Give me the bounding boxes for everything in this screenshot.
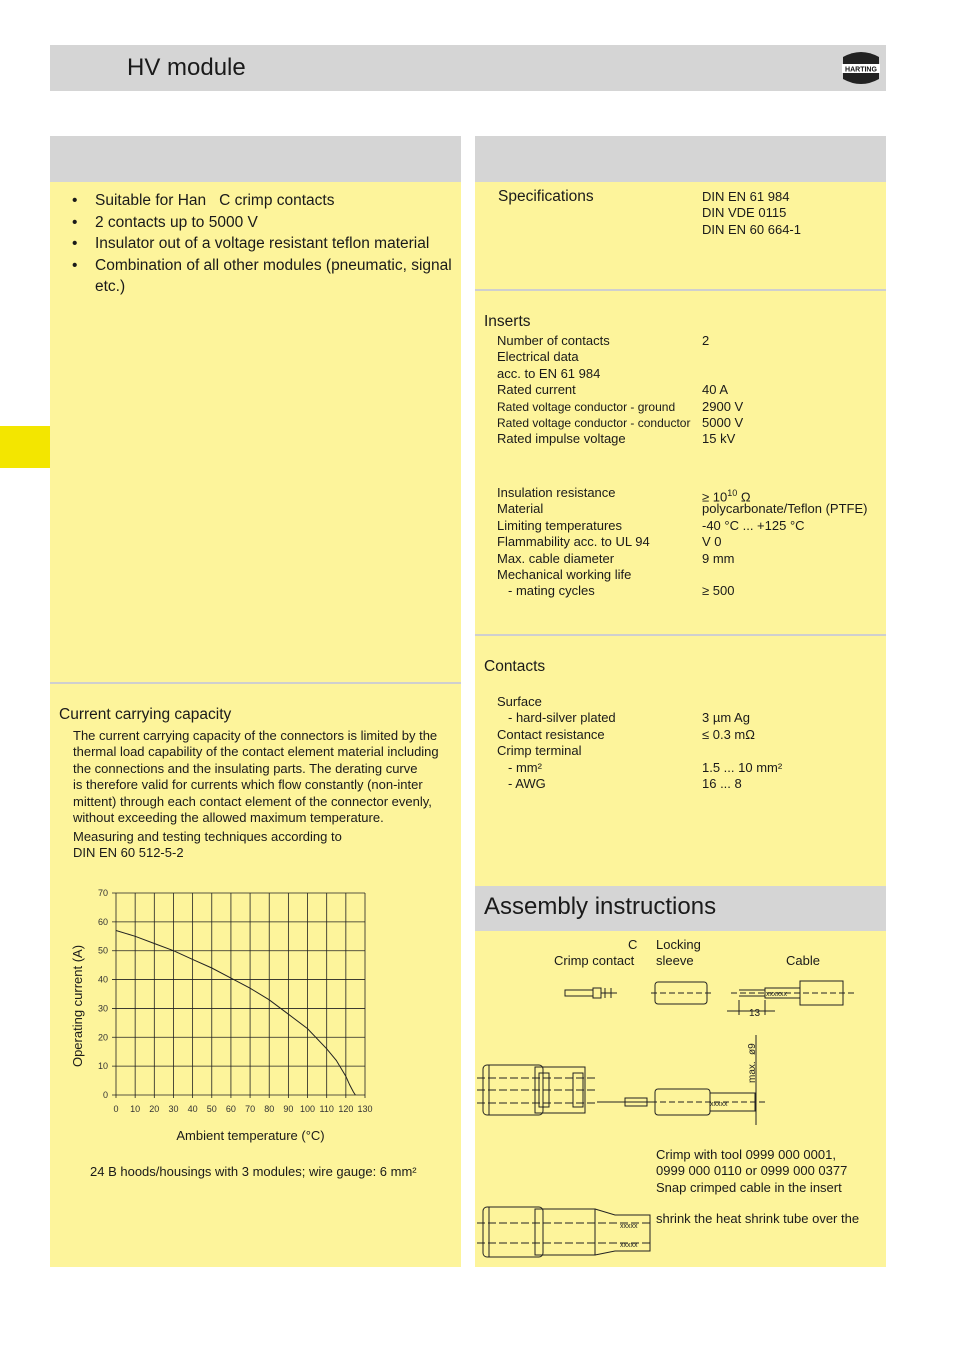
x-tick-label: 130 — [357, 1104, 373, 1114]
y-tick-label: 10 — [97, 1061, 108, 1072]
y-tick-label: 20 — [97, 1032, 108, 1043]
row-value: ≥ $10^{10}$ Ω — [702, 488, 751, 505]
crimp-contact-drawing — [565, 988, 617, 998]
x-tick-label: 70 — [245, 1104, 256, 1114]
row-value: 15 kV — [702, 431, 736, 447]
svg-text:xxxxx: xxxxx — [620, 1223, 638, 1230]
row-label: Surface — [497, 694, 542, 709]
row-label: Limiting temperatures — [497, 517, 622, 533]
derating-curve — [116, 931, 355, 1096]
label-locking: Locking — [656, 937, 701, 952]
row-label: Rated impulse voltage — [497, 431, 626, 447]
x-tick-label: 120 — [338, 1104, 354, 1114]
row-label: acc. to EN 61 984 — [497, 365, 601, 381]
specifications-label: Specifications — [498, 188, 594, 205]
row-value: 2 — [702, 333, 710, 348]
row-label: - mm² — [508, 759, 542, 775]
ccc-title: Current carrying capacity — [59, 706, 232, 723]
feature-item: • Combination of all other modules (pneumatic, signal etc.) — [72, 255, 452, 298]
x-tick-label: 30 — [168, 1104, 179, 1114]
y-tick-label: 40 — [97, 974, 108, 985]
row-value: 40 A — [702, 382, 729, 398]
row-label: Max. cable diameter — [497, 550, 615, 566]
row-value: 2900 V — [702, 398, 744, 414]
left-header-band — [50, 136, 461, 182]
right-header-band — [475, 136, 886, 182]
dimension-13: 13 — [749, 1008, 761, 1019]
assembly-text-crimp: Crimp with tool 0999 000 0001, 0999 000 0110 or 0999 000 0377 Snap crimped cable in the insert — [656, 1147, 848, 1195]
row-value: -40 °C ... +125 °C — [702, 517, 805, 533]
dimension-dia: ø9 — [747, 1043, 758, 1055]
page-title: HV module — [127, 54, 246, 81]
svg-text:xxxxx: xxxxx — [710, 1101, 728, 1108]
y-tick-label: 60 — [97, 916, 108, 927]
row-label: Rated voltage conductor - ground — [497, 399, 676, 414]
svg-text:xxxxxx: xxxxxx — [766, 991, 787, 998]
svg-text:xxxxx: xxxxx — [620, 1242, 638, 1249]
ccc-paragraph: The current carrying capacity of the connectors is limited by the thermal load capability of the contact element material including the connections and the insulating parts. The derating curve is therefore valid for currents which flow constantly (non-inter mittent) through each contact element of the connector evenly, without exceeding the allowed maximum temperature. — [73, 728, 439, 826]
row-value: 3 µm Ag — [702, 710, 750, 726]
feature-item: • 2 contacts up to 5000 V — [72, 212, 452, 234]
row-label: Mechanical working life — [497, 567, 632, 582]
row-label: - hard-silver plated — [508, 710, 616, 726]
x-axis-label: Ambient temperature (°C) — [176, 1128, 325, 1143]
x-tick-label: 90 — [283, 1104, 294, 1114]
row-value: ≤ 0.3 mΩ — [702, 726, 755, 742]
row-value: ≥ 500 — [702, 583, 735, 599]
x-tick-label: 60 — [225, 1104, 236, 1114]
label-cable: Cable — [786, 953, 820, 968]
row-value: 5000 V — [702, 415, 744, 430]
row-value: V 0 — [702, 534, 722, 550]
row-label: - mating cycles — [508, 583, 595, 599]
row-label: Insulation resistance — [497, 485, 616, 500]
row-value: 1.5 ... 10 mm² — [702, 759, 783, 775]
feature-item: • Insulator out of a voltage resistant teflon material — [72, 233, 452, 255]
row-label: Number of contacts — [497, 333, 610, 348]
x-tick-label: 0 — [113, 1104, 119, 1114]
insert-assembled-drawing — [477, 1207, 650, 1257]
dimension-max: max. — [747, 1061, 758, 1083]
row-label: Rated current — [497, 382, 576, 398]
harting-logo — [840, 49, 882, 87]
row-label: Contact resistance — [497, 726, 605, 742]
row-label: Rated voltage conductor - conductor — [497, 416, 691, 430]
row-label: Flammability acc. to UL 94 — [497, 534, 650, 550]
row-value: 9 mm — [702, 550, 735, 566]
row-value: 16 ... 8 — [702, 776, 742, 791]
crimped-cable-drawing — [597, 1035, 765, 1125]
insert-drawing — [477, 1065, 595, 1115]
chart-caption: 24 B hoods/housings with 3 modules; wire gauge: 6 mm² — [90, 1164, 417, 1179]
y-tick-label: 30 — [97, 1003, 108, 1014]
assembly-text-shrink: shrink the heat shrink tube over the — [656, 1211, 860, 1226]
label-sleeve: sleeve — [656, 953, 694, 968]
row-label: Electrical data — [497, 349, 579, 365]
x-tick-label: 10 — [130, 1104, 141, 1114]
row-label: Material — [497, 501, 544, 517]
x-tick-label: 110 — [319, 1104, 334, 1114]
y-axis-label: Operating current (A) — [70, 944, 85, 1068]
y-tick-label: 70 — [97, 888, 108, 898]
cable-drawing — [727, 981, 855, 1015]
locking-sleeve-drawing — [651, 982, 711, 1004]
label-crimp-contact: Crimp contact — [554, 953, 635, 968]
x-tick-label: 100 — [300, 1104, 316, 1114]
x-tick-label: 50 — [206, 1104, 217, 1114]
x-tick-label: 20 — [149, 1104, 160, 1114]
label-c: C — [628, 937, 638, 952]
row-value: polycarbonate/Teflon (PTFE) — [702, 501, 868, 517]
specifications-values: DIN EN 61 984 DIN VDE 0115 DIN EN 60 664-1 — [702, 189, 801, 237]
feature-item: • Suitable for Han C crimp contacts — [72, 190, 452, 212]
row-label: - AWG — [508, 776, 546, 791]
y-tick-label: 0 — [102, 1090, 108, 1100]
logo-text: HARTING — [845, 66, 877, 74]
section-tab-marker — [0, 426, 50, 468]
assembly-title: Assembly instructions — [484, 893, 717, 920]
ccc-measuring: Measuring and testing techniques according to DIN EN 60 512-5-2 — [73, 829, 342, 861]
feature-list — [72, 190, 452, 298]
derating-chart — [60, 880, 400, 1155]
y-tick-label: 50 — [97, 945, 108, 956]
x-tick-label: 80 — [264, 1104, 275, 1114]
row-label: Crimp terminal — [497, 743, 582, 759]
x-tick-label: 40 — [187, 1104, 198, 1114]
inserts-title: Inserts — [484, 313, 531, 330]
contacts-title: Contacts — [484, 658, 546, 675]
